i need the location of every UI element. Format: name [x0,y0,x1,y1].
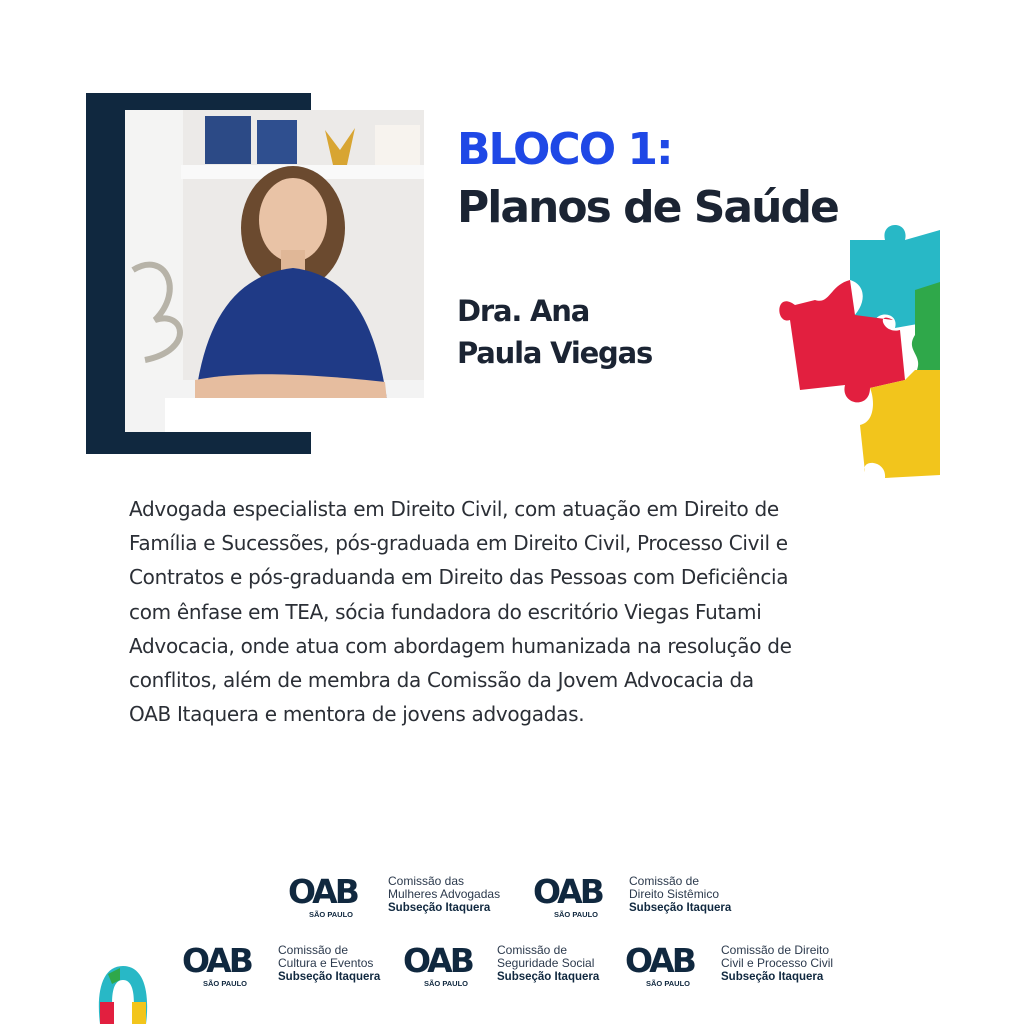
logo-subsection: Subseção Itaquera [721,971,824,983]
logo-line: Civil e Processo Civil [721,955,834,970]
logo-line: Comissão das [388,874,465,888]
oab-logo-icon: OAB SÃO PAULO [403,941,472,988]
logo-line: Mulheres Advogadas [388,886,501,901]
logo-direito-sistemico [533,872,732,923]
logo-seguridade-social [403,941,600,992]
bio-line: conflitos, além de membra da Comissão da Jovem Advocacia da [129,668,754,693]
puzzle-ribbon-icon [90,962,156,1024]
oab-logo-icon: OAB SÃO PAULO [288,872,357,919]
logo-line: Comissão de [497,943,568,957]
oab-logo-icon: OAB SÃO PAULO [625,941,694,988]
logo-mulheres-advogadas [288,872,501,923]
logo-line: Direito Sistêmico [629,886,720,901]
block-title: BLOCO 1: [457,124,672,175]
bio-line: Advogada especialista em Direito Civil, com atuação em Direito de [129,497,779,521]
logo-subsection: Subseção Itaquera [629,902,732,914]
bio-line: Advocacia, onde atua com abordagem humanizada na resolução de [129,633,792,658]
logo-direito-civil [625,941,834,992]
bio-line: com ênfase em TEA, sócia fundadora do escritório Viegas Futami [129,599,762,624]
speaker-name [457,290,652,374]
logo-subsection: Subseção Itaquera [497,971,600,983]
logo-line: Cultura e Eventos [278,955,374,970]
logo-line: Comissão de [629,874,700,888]
logo-cultura-eventos [182,941,381,992]
speaker-bio [129,492,889,731]
speaker-name-line1: Dra. Ana [457,294,590,328]
bio-line: OAB Itaquera e mentora de jovens advogadas. [129,702,585,727]
logo-line: Comissão de Direito [721,943,830,957]
logo-subsection: Subseção Itaquera [388,902,491,914]
oab-logo-icon: OAB SÃO PAULO [533,872,602,919]
puzzle-pieces-icon [775,210,945,480]
speaker-photo [125,110,424,432]
bio-line: Família e Sucessões, pós-graduada em Direito Civil, Processo Civil e [129,531,788,556]
bio-line: Contratos e pós-graduanda em Direito das Pessoas com Deficiência [129,565,789,590]
logo-line: Comissão de [278,943,349,957]
speaker-name-line2: Paula Viegas [457,336,653,370]
logo-subsection: Subseção Itaquera [278,971,381,983]
logo-line: Seguridade Social [497,955,595,970]
block-subtitle: Planos de Saúde [457,182,838,233]
oab-logo-icon: OAB SÃO PAULO [182,941,251,988]
